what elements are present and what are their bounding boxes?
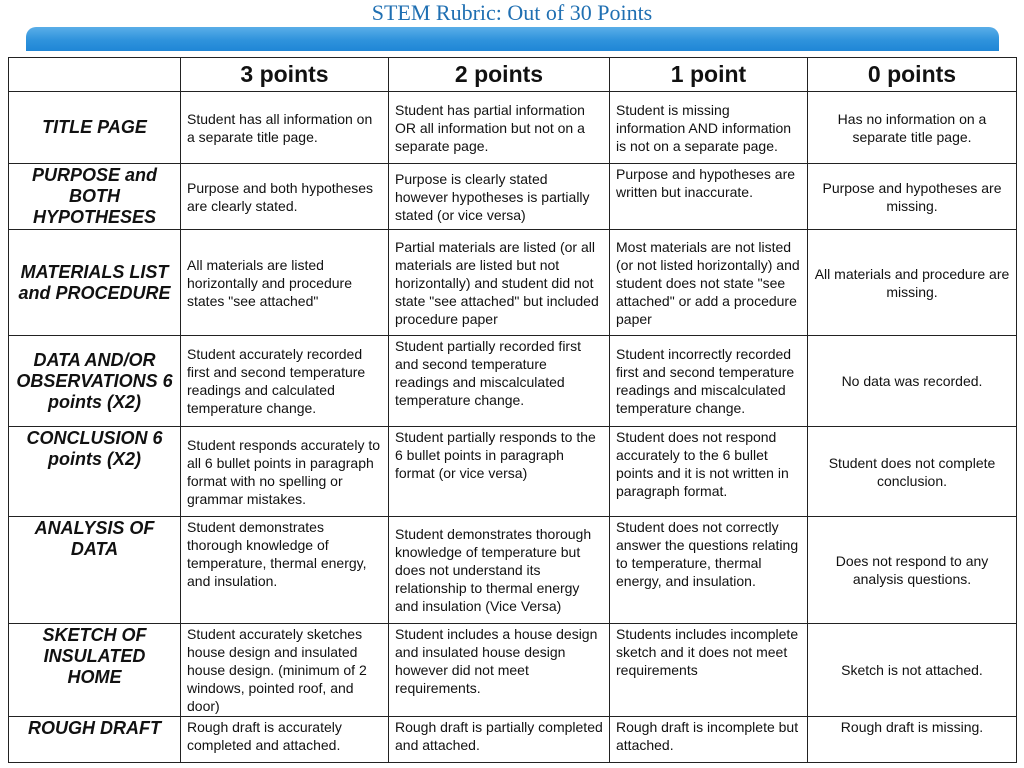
criterion-purpose: PURPOSE and BOTH HYPOTHESES	[9, 164, 181, 230]
table-row	[9, 92, 1017, 164]
cell-0-points: All materials and procedure are missing.	[808, 230, 1017, 336]
cell-3-points: Student accurately sketches house design and insulated house design. (minimum of 2 windows, pointed roof, and door)	[181, 624, 389, 717]
header-3-points: 3 points	[181, 58, 389, 92]
cell-3-points: Student accurately recorded first and second temperature readings and calculated temperature change.	[181, 336, 389, 427]
cell-3-points: Student has all information on a separate title page.	[181, 92, 389, 164]
cell-1-point: Student incorrectly recorded first and second temperature readings and miscalculated temperature change.	[610, 336, 808, 427]
header-row	[9, 58, 1017, 92]
header-corner	[9, 58, 181, 92]
table-row	[9, 624, 1017, 717]
title-bar	[26, 27, 999, 51]
criterion-title-page: TITLE PAGE	[9, 92, 181, 164]
cell-2-points: Student partially recorded first and second temperature readings and miscalculated temperature change.	[389, 336, 610, 427]
cell-1-point: Most materials are not listed (or not listed horizontally) and student does not state "see attached" or add a procedure paper	[610, 230, 808, 336]
slide-title: STEM Rubric: Out of 30 Points	[371, 0, 653, 25]
table-row	[9, 336, 1017, 427]
criterion-analysis: ANALYSIS OF DATA	[9, 517, 181, 624]
cell-0-points: Has no information on a separate title page.	[808, 92, 1017, 164]
cell-1-point: Student does not correctly answer the questions relating to temperature, thermal energy, and insulation.	[610, 517, 808, 624]
cell-2-points: Purpose is clearly stated however hypotheses is partially stated (or vice versa)	[389, 164, 610, 230]
criterion-data-observations: DATA AND/OR OBSERVATIONS 6 points (X2)	[9, 336, 181, 427]
cell-3-points: Student demonstrates thorough knowledge of temperature, thermal energy, and insulation.	[181, 517, 389, 624]
cell-3-points: All materials are listed horizontally and procedure states "see attached"	[181, 230, 389, 336]
table-row	[9, 717, 1017, 763]
cell-1-point: Student does not respond accurately to the 6 bullet points and it is not written in paragraph format.	[610, 427, 808, 517]
criterion-rough-draft: ROUGH DRAFT	[9, 717, 181, 763]
cell-2-points: Student partially responds to the 6 bullet points in paragraph format (or vice versa)	[389, 427, 610, 517]
cell-0-points: Rough draft is missing.	[808, 717, 1017, 763]
cell-0-points: Purpose and hypotheses are missing.	[808, 164, 1017, 230]
cell-3-points: Student responds accurately to all 6 bullet points in paragraph format with no spelling or grammar mistakes.	[181, 427, 389, 517]
cell-0-points: Student does not complete conclusion.	[808, 427, 1017, 517]
table-row	[9, 164, 1017, 230]
criterion-conclusion: CONCLUSION 6 points (X2)	[9, 427, 181, 517]
header-0-points: 0 points	[808, 58, 1017, 92]
table-row	[9, 230, 1017, 336]
cell-2-points: Student demonstrates thorough knowledge of temperature but does not understand its relationship to thermal energy and insulation (Vice Versa)	[389, 517, 610, 624]
criterion-sketch: SKETCH OF INSULATED HOME	[9, 624, 181, 717]
cell-2-points: Partial materials are listed (or all materials are listed but not horizontally) and student did not state "see attached" but included procedure paper	[389, 230, 610, 336]
table-row	[9, 427, 1017, 517]
rubric-table	[8, 57, 1017, 763]
cell-1-point: Rough draft is incomplete but attached.	[610, 717, 808, 763]
cell-0-points: Sketch is not attached.	[808, 624, 1017, 717]
cell-1-point: Purpose and hypotheses are written but inaccurate.	[610, 164, 808, 230]
cell-2-points: Student has partial information OR all information but not on a separate page.	[389, 92, 610, 164]
cell-0-points: Does not respond to any analysis questions.	[808, 517, 1017, 624]
cell-0-points: No data was recorded.	[808, 336, 1017, 427]
header-1-point: 1 point	[610, 58, 808, 92]
criterion-materials: MATERIALS LIST and PROCEDURE	[9, 230, 181, 336]
header-2-points: 2 points	[389, 58, 610, 92]
cell-3-points: Rough draft is accurately completed and attached.	[181, 717, 389, 763]
cell-2-points: Student includes a house design and insulated house design however did not meet requirements.	[389, 624, 610, 717]
cell-1-point: Students includes incomplete sketch and it does not meet requirements	[610, 624, 808, 717]
table-row	[9, 517, 1017, 624]
cell-2-points: Rough draft is partially completed and attached.	[389, 717, 610, 763]
cell-3-points: Purpose and both hypotheses are clearly stated.	[181, 164, 389, 230]
cell-1-point: Student is missing information AND information is not on a separate page.	[610, 92, 808, 164]
